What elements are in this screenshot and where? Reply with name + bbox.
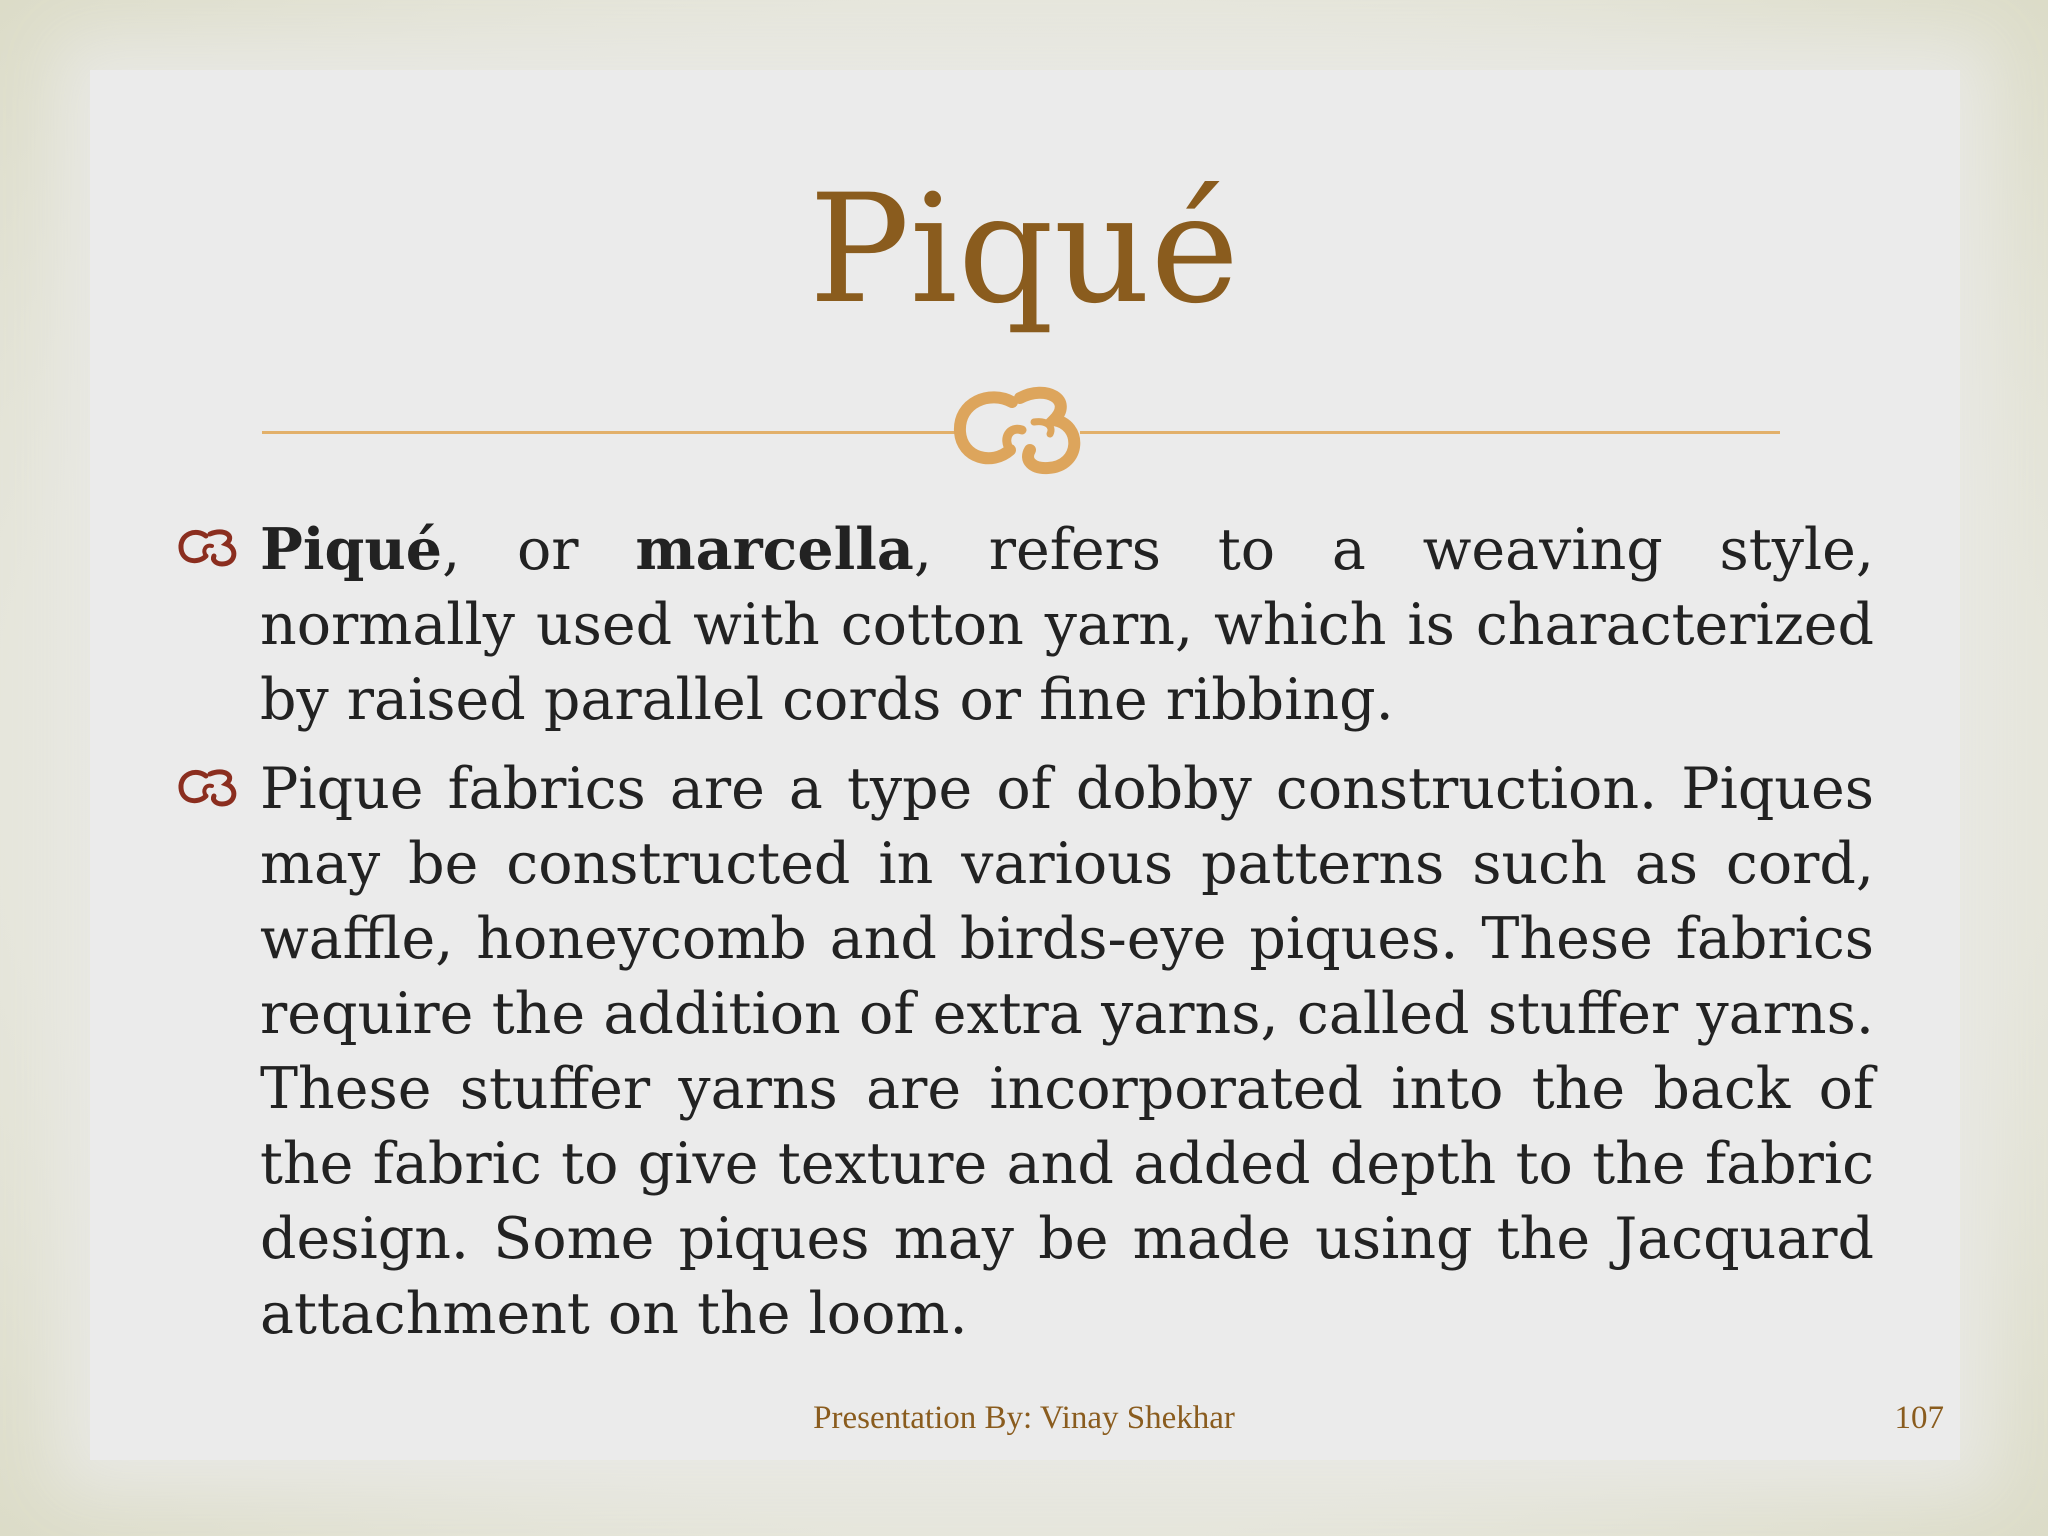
bullet-2-text: Pique fabrics are a type of dobby construction. Piques may be constructed in various patterns such as cord, waffle, honeycomb and birds-eye piques. These fabrics require the addition of extra yarns, called stuffer yarns. These stuffer yarns are incorporated into the back of the fabric to give texture and added depth to the fabric design. Some piques may be made using the Jacquard attachment on the loom. [260, 756, 1874, 1347]
flourish-ornament-icon [950, 380, 1090, 480]
title-divider-right [1080, 431, 1780, 434]
scroll-bullet-icon [176, 526, 238, 568]
bullet-1-separator: , or [442, 517, 636, 583]
slide-title: Piqué [808, 163, 1240, 337]
scroll-bullet-icon [176, 766, 238, 808]
term-marcella: marcella [635, 516, 914, 583]
bullet-item-pique-definition [176, 512, 1874, 738]
bullet-list [176, 512, 1874, 1366]
page-number: 107 [1894, 1400, 1944, 1436]
term-pique: Piqué [260, 516, 443, 583]
footer-credit: Presentation By: Vinay Shekhar [813, 1400, 1235, 1436]
bullet-item-pique-fabrics [176, 752, 1874, 1352]
bullet-1-text: , refers to a weaving style, normally used with cotton yarn, which is characterized by raised parallel cords or fine ribbing. [260, 517, 1874, 733]
title-divider-left [262, 431, 962, 434]
